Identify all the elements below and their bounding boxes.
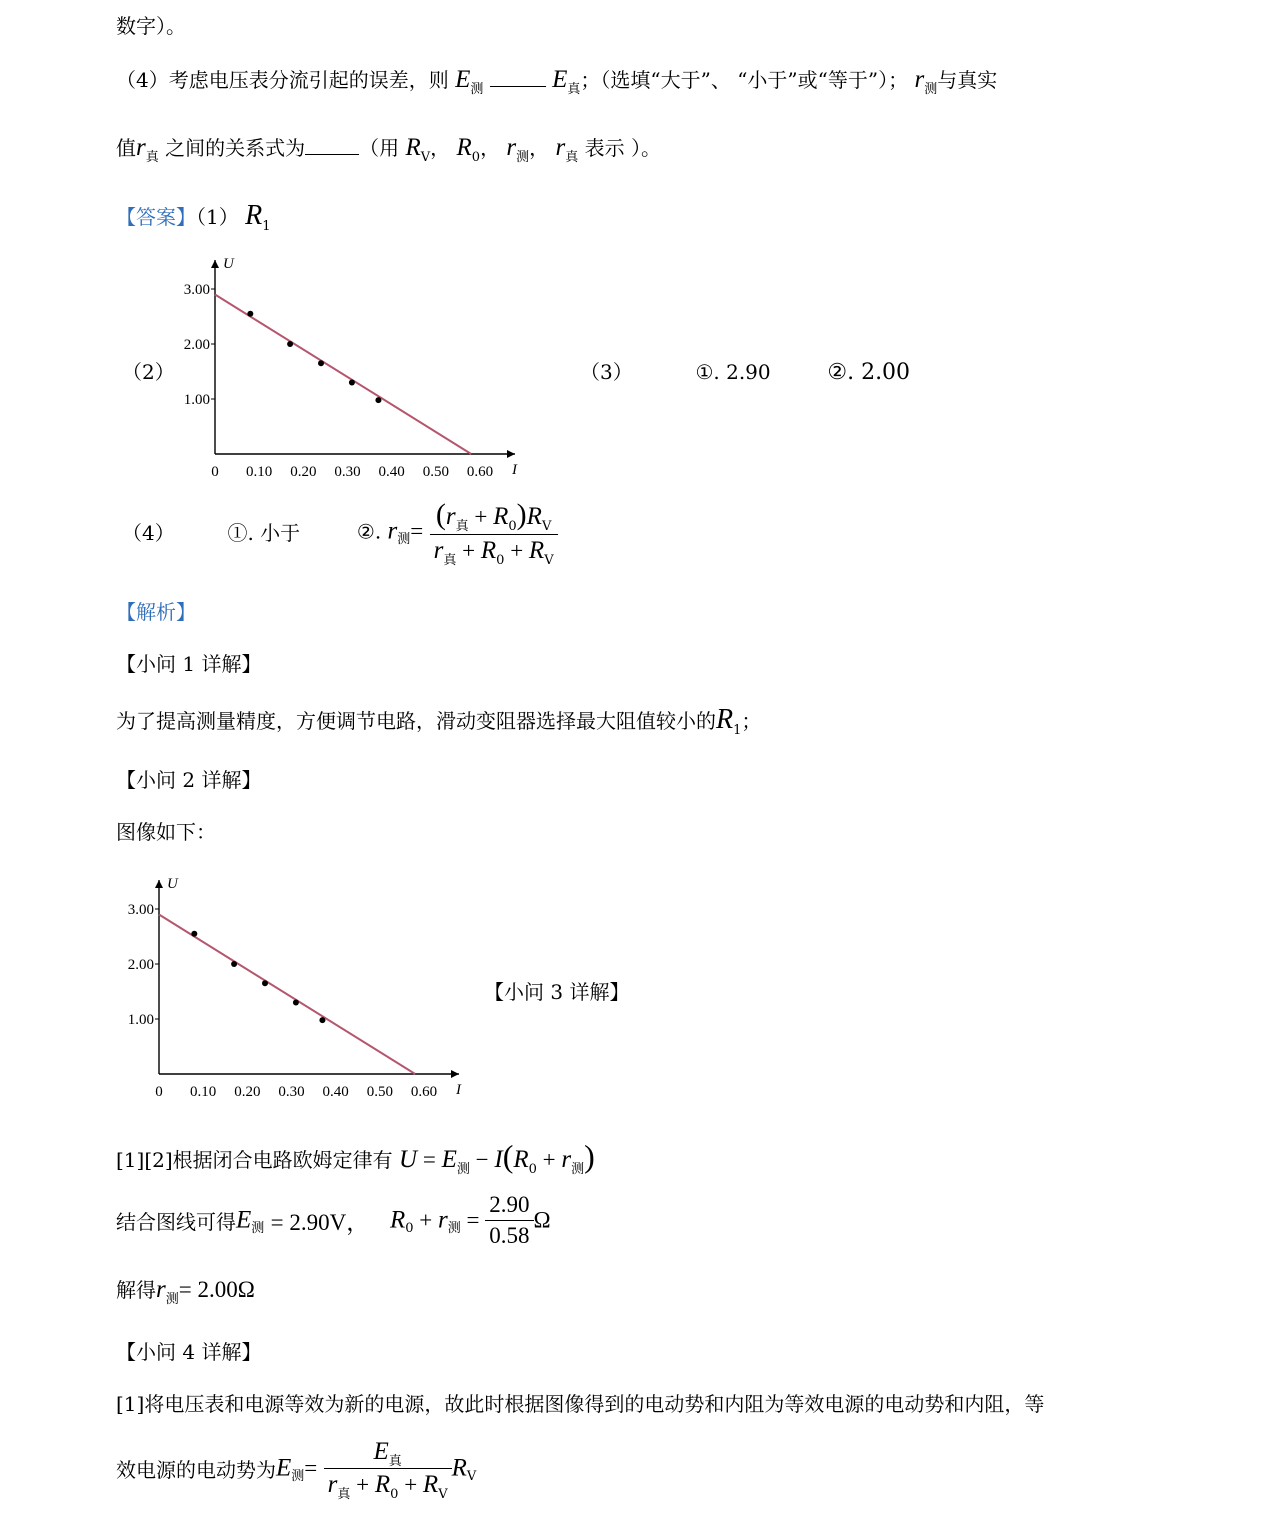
x-tick-label: 0.60 (410, 1084, 438, 1100)
x-axis-label: I (512, 462, 517, 478)
analysis-label: 【解析】 (116, 600, 196, 624)
x-axis-arrow (451, 1070, 459, 1078)
data-point (319, 1017, 325, 1023)
q4-options: ；（选填“大于”、 “小于”或“等于”）； (580, 68, 909, 92)
data-point (231, 961, 237, 967)
sub1-text: 为了提高测量精度，方便调节电路，滑动变阻器选择最大阻值较小的$R_1$； (116, 704, 762, 738)
sub4-text2: 效电源的电动势为$E_测=$ $\frac{E_真}{r_真 + R_0 + R_V}$ $R_V$ (116, 1438, 477, 1502)
fit-line (215, 295, 471, 455)
data-point (191, 931, 197, 937)
data-point (262, 980, 268, 986)
question-4-line1: （4）考虑电压表分流引起的误差，则 $E_测$ $E_真$；（选填“大于”、 “小于”或“等于”）； $r_测$与真实 (116, 66, 998, 97)
x-tick-label: 0.40 (378, 464, 405, 480)
fit-line (159, 915, 415, 1075)
answer3-value2: ②. 2.00 (827, 360, 911, 385)
x-tick-label: 0.30 (334, 464, 361, 480)
x-axis-label: I (456, 1082, 461, 1098)
x-tick-label: 0.10 (190, 1084, 217, 1100)
y-tick-label: 2.00 (127, 957, 154, 973)
answer-part2-label: （2） (122, 360, 175, 384)
y-tick-label: 1.00 (127, 1012, 154, 1028)
x-tick-label: 0.10 (246, 464, 273, 480)
answer3-value1: ①. 2.90 (695, 360, 771, 384)
y-axis-arrow (155, 880, 163, 888)
y-tick-label: 3.00 (127, 902, 154, 918)
x-tick-label: 0 (155, 1084, 163, 1100)
y-axis-arrow (211, 260, 219, 268)
data-point (318, 360, 324, 366)
x-tick-label: 0 (211, 464, 219, 480)
sub2-text: 图像如下： (116, 820, 216, 844)
sub1-heading: 【小问 1 详解】 (116, 652, 262, 676)
answer4-value1: ①. 小于 (227, 521, 301, 545)
x-tick-label: 0.50 (366, 1084, 393, 1100)
y-axis-label: U (167, 876, 178, 892)
y-tick-label: 1.00 (183, 392, 210, 408)
q4-prefix: （4）考虑电压表分流引起的误差，则 (116, 68, 449, 92)
answer-header: 【答案】（1） $R_1$ (116, 200, 271, 234)
y-axis-label: U (223, 256, 234, 272)
y-tick-label: 3.00 (183, 282, 210, 298)
answer-chart (170, 252, 540, 484)
data-point (349, 380, 355, 386)
data-point (293, 1000, 299, 1006)
x-tick-label: 0.20 (234, 1084, 261, 1100)
x-tick-label: 0.20 (290, 464, 317, 480)
sub4-formula: $\frac{E_真}{r_真 + R_0 + R_V}$ (324, 1438, 452, 1499)
x-tick-label: 0.40 (322, 1084, 349, 1100)
answer-part3: （3） ①. 2.90 ②. 2.00 (580, 360, 911, 385)
answer4-formula: $\frac{(r_真 + R_0)R_V}{r_真 + R_0 + R_V}$ (430, 498, 558, 565)
sub3-text2: 结合图线可得$E_测 = 2.90V$， $R_0 + r_测$ = $\frac{2.90}{0.58}$ Ω (116, 1192, 551, 1248)
x-tick-label: 0.60 (466, 464, 494, 480)
data-point (375, 397, 381, 403)
y-tick-label: 2.00 (183, 337, 210, 353)
sub2-heading: 【小问 2 详解】 (116, 768, 262, 792)
sub3-text3: 解得$r_测= 2.00\Omega$ (116, 1276, 255, 1307)
x-tick-label: 0.50 (422, 464, 449, 480)
top-fragment: 数字）。 (116, 14, 186, 38)
x-axis-arrow (507, 450, 515, 458)
sub4-heading: 【小问 4 详解】 (116, 1340, 262, 1364)
answer-part4: （4） ①. 小于 ②. $r_测=$ $\frac{(r_真 + R_0)R_V}{r_真 + R_0 + R_V}$ (122, 498, 558, 565)
question-4-line2: 值$r_真$ 之间的关系式为 （用 $R_V$， $R_0$， $r_测$， $r_真$ 表示 ）。 (116, 134, 661, 165)
sub3-heading: 【小问 3 详解】 (484, 980, 630, 1004)
sub4-text1: [1]将电压表和电源等效为新的电源，故此时根据图像得到的电动势和内阻为等效电源的电动势和内阻，等 (116, 1392, 1045, 1416)
data-point (247, 311, 253, 317)
sub3-text1: [1][2]根据闭合电路欧姆定律有 $U = E_测 - I(R_0 + r_测)$ (116, 1138, 595, 1177)
data-point (287, 341, 293, 347)
answer-label: 【答案】 (116, 205, 196, 229)
analysis-chart (114, 872, 484, 1104)
x-tick-label: 0.30 (278, 1084, 305, 1100)
